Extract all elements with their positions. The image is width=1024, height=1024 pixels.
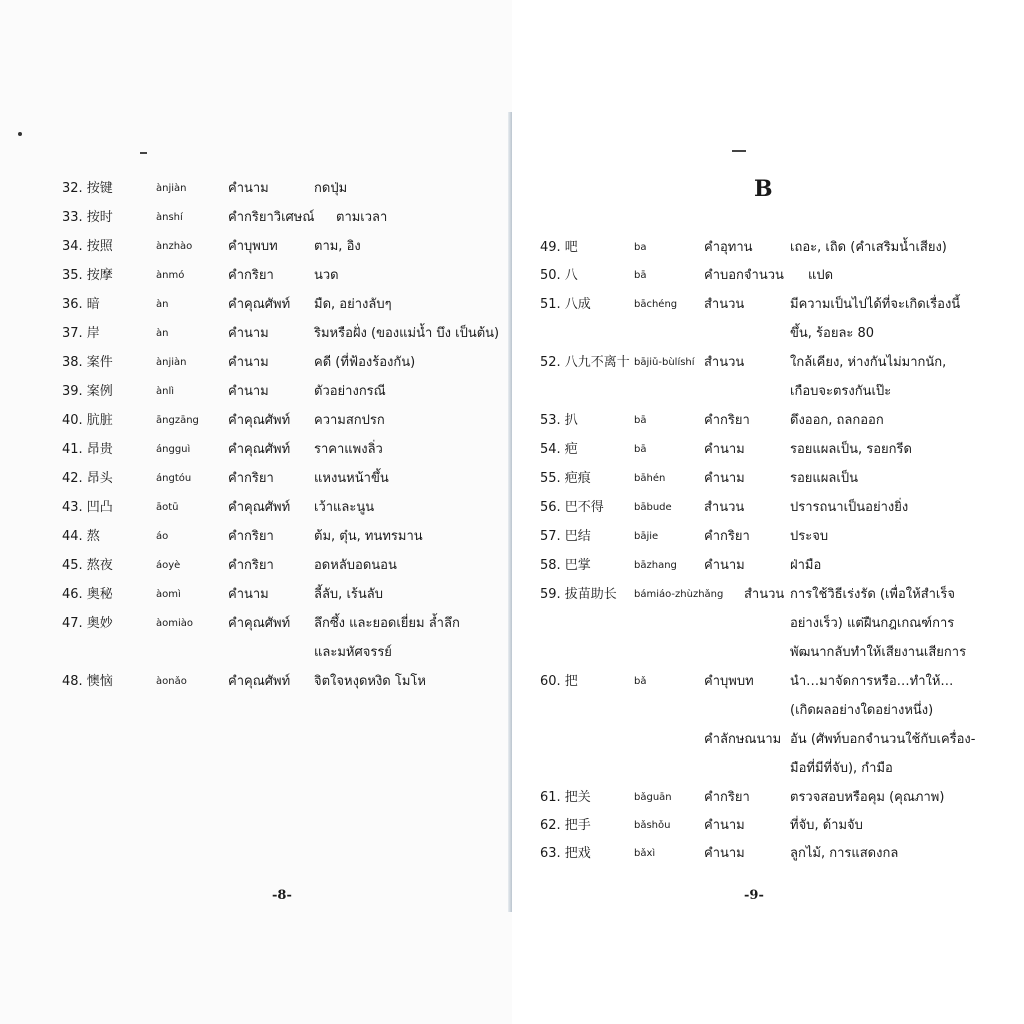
entry-meaning: คดี (ที่ฟ้องร้องกัน) xyxy=(314,355,416,370)
entry-pinyin: bājie xyxy=(634,531,659,542)
entry-part-of-speech: คำกริยา xyxy=(704,529,750,544)
entry-part-of-speech: คำคุณศัพท์ xyxy=(228,442,291,457)
entry-pinyin: ànzhào xyxy=(156,241,193,252)
entry-headword: 33. 按时 xyxy=(62,210,113,225)
entry-pinyin: bǎguān xyxy=(634,792,672,803)
entry-meaning: เว้าและนูน xyxy=(314,500,375,515)
entry-part-of-speech: สำนวน xyxy=(704,500,745,515)
entry-pinyin: ángtóu xyxy=(156,473,192,484)
entry-pinyin: áoyè xyxy=(156,560,181,571)
entry-headword: 59. 拔苗助长 xyxy=(540,587,617,602)
entry-pinyin: ànjiàn xyxy=(156,183,187,194)
entry-meaning: ประจบ xyxy=(790,529,829,544)
entry-headword: 58. 巴掌 xyxy=(540,558,591,573)
entry-pinyin: bāzhang xyxy=(634,560,677,571)
entry-part-of-speech: คำนาม xyxy=(704,846,745,861)
entry-headword: 57. 巴结 xyxy=(540,529,591,544)
entry-meaning: ตรวจสอบหรือคุม (คุณภาพ) xyxy=(790,790,945,805)
entry-part-of-speech: คำนาม xyxy=(228,587,269,602)
entry-pinyin: ànmó xyxy=(156,270,185,281)
entry-meaning-continued: และมหัศจรรย์ xyxy=(314,645,392,660)
entry-pinyin: áo xyxy=(156,531,169,542)
entry-part-of-speech: คำคุณศัพท์ xyxy=(228,616,291,631)
entry-pinyin: ángguì xyxy=(156,444,191,455)
entry-headword: 53. 扒 xyxy=(540,413,578,428)
entry-meaning-2: อัน (ศัพท์บอกจำนวนใช้กับเครื่อง- xyxy=(790,732,976,747)
entry-meaning: ลึกซึ้ง และยอดเยี่ยม ล้ำลึก xyxy=(314,616,460,631)
entry-meaning-continued: พัฒนากลับทำให้เสียงานเสียการ xyxy=(790,645,967,660)
entry-meaning: นำ…มาจัดการหรือ…ทำให้… xyxy=(790,674,954,689)
entry-pinyin: àomì xyxy=(156,589,181,600)
entry-meaning: รอยแผลเป็น, รอยกรีด xyxy=(790,442,912,457)
entry-part-of-speech: คำนาม xyxy=(704,471,745,486)
entry-pinyin: bǎshǒu xyxy=(634,820,671,831)
entry-pinyin: bā xyxy=(634,270,647,281)
entry-meaning: จิตใจหงุดหงิด โมโห xyxy=(314,674,426,689)
entry-headword: 40. 肮脏 xyxy=(62,413,113,428)
entry-meaning: ต้ม, ตุ๋น, ทนทรมาน xyxy=(314,529,423,544)
entry-headword: 51. 八成 xyxy=(540,297,591,312)
entry-pinyin: ba xyxy=(634,242,647,253)
entry-meaning: มืด, อย่างลับๆ xyxy=(314,297,392,312)
page-number: -8- xyxy=(272,888,292,903)
entry-headword: 52. 八九不离十 xyxy=(540,355,630,370)
entry-pinyin: ànshí xyxy=(156,212,183,223)
entry-meaning-2-continued: มือที่มีที่จับ), กำมือ xyxy=(790,761,893,776)
entry-meaning-continued: ขึ้น, ร้อยละ 80 xyxy=(790,326,875,341)
entry-meaning-continued: (เกิดผลอย่างใดอย่างหนึ่ง) xyxy=(790,703,934,718)
entry-part-of-speech: คำคุณศัพท์ xyxy=(228,413,291,428)
entry-headword: 49. 吧 xyxy=(540,240,578,255)
entry-headword: 35. 按摩 xyxy=(62,268,113,283)
entry-meaning: อดหลับอดนอน xyxy=(314,558,397,573)
entry-part-of-speech: คำคุณศัพท์ xyxy=(228,674,291,689)
entry-part-of-speech: คำบุพบท xyxy=(228,239,278,254)
entry-pinyin: ànlì xyxy=(156,386,175,397)
entry-headword: 48. 懊恼 xyxy=(62,674,113,689)
entry-headword: 36. 暗 xyxy=(62,297,100,312)
entry-meaning: ริมหรือฝั่ง (ของแม่น้ำ บึง เป็นต้น) xyxy=(314,326,500,341)
entry-part-of-speech: คำนาม xyxy=(228,355,269,370)
entry-meaning: กดปุ่ม xyxy=(314,181,348,196)
entry-pinyin: ànjiàn xyxy=(156,357,187,368)
entry-headword: 55. 疤痕 xyxy=(540,471,591,486)
entry-part-of-speech: คำกริยา xyxy=(704,790,750,805)
entry-headword: 63. 把戏 xyxy=(540,846,591,861)
entry-pinyin: bā xyxy=(634,444,647,455)
entry-meaning: ที่จับ, ด้ามจับ xyxy=(790,818,863,833)
entry-headword: 46. 奥秘 xyxy=(62,587,113,602)
entry-meaning: แหงนหน้าขึ้น xyxy=(314,471,389,486)
right-page xyxy=(512,0,1024,1024)
entry-meaning: ราคาแพงลิ่ว xyxy=(314,442,383,457)
entry-pinyin: bāchéng xyxy=(634,299,678,310)
entry-headword: 43. 凹凸 xyxy=(62,500,113,515)
entry-headword: 45. 熬夜 xyxy=(62,558,113,573)
entry-meaning: นวด xyxy=(314,268,339,283)
entry-pinyin: āotū xyxy=(156,502,179,513)
entry-meaning: การใช้วิธีเร่งรัด (เพื่อให้สำเร็จ xyxy=(790,587,955,602)
entry-headword: 54. 疤 xyxy=(540,442,578,457)
entry-part-of-speech: คำคุณศัพท์ xyxy=(228,297,291,312)
entry-meaning: รอยแผลเป็น xyxy=(790,471,858,486)
entry-part-of-speech: คำนาม xyxy=(704,818,745,833)
entry-part-of-speech: สำนวน xyxy=(704,297,745,312)
ink-mark xyxy=(140,152,147,154)
entry-headword: 42. 昂头 xyxy=(62,471,113,486)
entry-part-of-speech: คำกริยา xyxy=(228,558,274,573)
entry-part-of-speech: คำกริยา xyxy=(704,413,750,428)
entry-part-of-speech: สำนวน xyxy=(744,587,785,602)
page-number: -9- xyxy=(744,888,764,903)
entry-part-of-speech: คำคุณศัพท์ xyxy=(228,500,291,515)
entry-meaning: ดึงออก, ถลกออก xyxy=(790,413,884,428)
entry-part-of-speech: คำนาม xyxy=(704,558,745,573)
entry-headword: 60. 把 xyxy=(540,674,578,689)
entry-headword: 38. 案件 xyxy=(62,355,113,370)
entry-part-of-speech-2: คำลักษณนาม xyxy=(704,732,782,747)
entry-part-of-speech: คำบอกจำนวน xyxy=(704,268,784,283)
entry-part-of-speech: คำอุทาน xyxy=(704,240,753,255)
entry-headword: 56. 巴不得 xyxy=(540,500,604,515)
entry-headword: 34. 按照 xyxy=(62,239,113,254)
entry-pinyin: bājiǔ-bùlíshí xyxy=(634,357,695,368)
entry-pinyin: bāhén xyxy=(634,473,666,484)
entry-meaning-continued: เกือบจะตรงกันเป๊ะ xyxy=(790,384,892,399)
entry-meaning: เถอะ, เถิด (คำเสริมน้ำเสียง) xyxy=(790,240,947,255)
entry-pinyin: bǎ xyxy=(634,676,647,687)
entry-pinyin: àn xyxy=(156,328,169,339)
entry-meaning: ลูกไม้, การแสดงกล xyxy=(790,846,899,861)
entry-pinyin: àonǎo xyxy=(156,676,187,687)
section-letter: B xyxy=(754,176,773,202)
entry-part-of-speech: คำนาม xyxy=(228,326,269,341)
ink-mark xyxy=(732,150,746,152)
entry-headword: 37. 岸 xyxy=(62,326,100,341)
entry-part-of-speech: คำกริยา xyxy=(228,268,274,283)
entry-part-of-speech: สำนวน xyxy=(704,355,745,370)
entry-meaning-continued: อย่างเร็ว) แต่ฝืนกฎเกณฑ์การ xyxy=(790,616,955,631)
entry-part-of-speech: คำนาม xyxy=(228,384,269,399)
entry-pinyin: bā xyxy=(634,415,647,426)
entry-headword: 32. 按键 xyxy=(62,181,113,196)
entry-meaning: ใกล้เคียง, ห่างกันไม่มากนัก, xyxy=(790,355,947,370)
entry-meaning: ตามเวลา xyxy=(336,210,388,225)
entry-headword: 44. 熬 xyxy=(62,529,100,544)
entry-part-of-speech: คำกริยาวิเศษณ์ xyxy=(228,210,315,225)
entry-pinyin: āngzāng xyxy=(156,415,199,426)
entry-part-of-speech: คำบุพบท xyxy=(704,674,754,689)
entry-headword: 50. 八 xyxy=(540,268,578,283)
entry-pinyin: bámiáo-zhùzhǎng xyxy=(634,589,724,600)
entry-headword: 41. 昂贵 xyxy=(62,442,113,457)
entry-headword: 47. 奥妙 xyxy=(62,616,113,631)
entry-pinyin: àn xyxy=(156,299,169,310)
entry-meaning: ความสกปรก xyxy=(314,413,385,428)
entry-meaning: ตัวอย่างกรณี xyxy=(314,384,386,399)
entry-headword: 62. 把手 xyxy=(540,818,591,833)
entry-meaning: มีความเป็นไปได้ที่จะเกิดเรื่องนี้ xyxy=(790,297,961,312)
ink-speck xyxy=(18,132,22,136)
entry-part-of-speech: คำกริยา xyxy=(228,529,274,544)
entry-pinyin: bǎxì xyxy=(634,848,656,859)
entry-part-of-speech: คำนาม xyxy=(704,442,745,457)
entry-pinyin: bābude xyxy=(634,502,672,513)
entry-meaning: ปรารถนาเป็นอย่างยิ่ง xyxy=(790,500,909,515)
entry-part-of-speech: คำกริยา xyxy=(228,471,274,486)
entry-meaning: แปด xyxy=(808,268,834,283)
entry-headword: 61. 把关 xyxy=(540,790,591,805)
entry-pinyin: àomiào xyxy=(156,618,194,629)
entry-meaning: ฝ่ามือ xyxy=(790,558,822,573)
entry-meaning: ตาม, อิง xyxy=(314,239,361,254)
entry-headword: 39. 案例 xyxy=(62,384,113,399)
entry-meaning: ลี้ลับ, เร้นลับ xyxy=(314,587,383,602)
entry-part-of-speech: คำนาม xyxy=(228,181,269,196)
